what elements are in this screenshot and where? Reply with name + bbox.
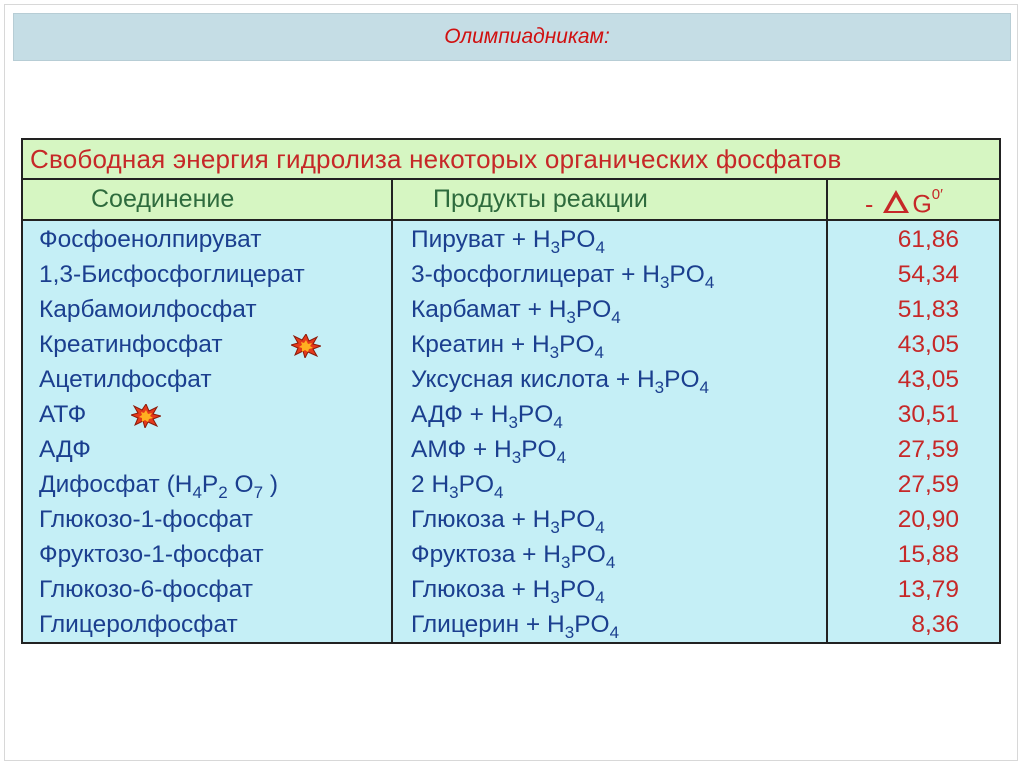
compound-cell: Фруктозо-1-фосфат [39, 541, 264, 568]
table-body [23, 223, 999, 643]
title-bar [13, 13, 1011, 61]
hydrolysis-energy-table [21, 138, 1001, 644]
products-cell: Глицерин + $H_3PO_4$ [411, 611, 620, 642]
table-caption: Свободная энергия гидролиза некоторых органических фосфатов [23, 140, 999, 180]
table-row [23, 398, 999, 433]
delta-g-value-cell: 43,05 [897, 366, 959, 393]
header-compound: Соединение [91, 185, 235, 213]
compound-cell: Фосфоенолпируват [39, 226, 262, 253]
products-cell: Глюкоза + $H_3PO_4$ [411, 576, 605, 607]
delta-g-value-cell: 15,88 [897, 541, 959, 568]
table-row [23, 503, 999, 538]
products-cell: Пируват + $H_3PO_4$ [411, 226, 605, 257]
products-cell: Глюкоза + $H_3PO_4$ [411, 506, 605, 537]
delta-g-value-cell: 20,90 [897, 506, 959, 533]
compound-cell: 1,3-Бисфосфоглицерат [39, 261, 305, 288]
starburst-icon [291, 334, 321, 358]
header-products: Продукты реакции [433, 185, 648, 213]
delta-g-value-cell: 27,59 [897, 436, 959, 463]
delta-g-sup: 0′ [931, 186, 943, 203]
delta-g-value-cell: 8,36 [911, 611, 959, 638]
delta-g-value-cell: 13,79 [897, 576, 959, 603]
table-row [23, 468, 999, 503]
table-row [23, 608, 999, 643]
products-cell: Карбамат + $H_3PO_4$ [411, 296, 621, 327]
table-row [23, 538, 999, 573]
table-row [23, 293, 999, 328]
delta-g-value-cell: 51,83 [897, 296, 959, 323]
delta-g-value-cell: 43,05 [897, 331, 959, 358]
compound-cell: Глюкозо-1-фосфат [39, 506, 253, 533]
compound-cell: Глюкозо-6-фосфат [39, 576, 253, 603]
products-cell: Фруктоза + $H_3PO_4$ [411, 541, 616, 572]
table-header-row [23, 180, 999, 221]
products-cell: 2 $H_3PO_4$ [411, 471, 504, 502]
table-row [23, 363, 999, 398]
products-cell: Креатин + $H_3PO_4$ [411, 331, 605, 362]
table-row [23, 223, 999, 258]
table-row [23, 573, 999, 608]
products-cell: Уксусная кислота + $H_3PO_4$ [411, 366, 710, 397]
table-row [23, 328, 999, 363]
delta-g-prefix: - [865, 190, 874, 219]
compound-cell: Глицеролфосфат [39, 611, 238, 638]
products-cell: АМФ + $H_3PO_4$ [411, 436, 567, 467]
slide-title: Олимпиадникам: [444, 25, 610, 48]
delta-g-value-cell: 30,51 [897, 401, 959, 428]
products-cell: 3-фосфоглицерат + $H_3PO_4$ [411, 261, 715, 292]
table-row [23, 258, 999, 293]
delta-g-value-cell: 27,59 [897, 471, 959, 498]
compound-cell: Карбамоилфосфат [39, 296, 257, 323]
header-delta-g [865, 180, 943, 219]
compound-cell: Ацетилфосфат [39, 366, 212, 393]
products-cell: АДФ + $H_3PO_4$ [411, 401, 563, 432]
delta-triangle-icon [883, 190, 909, 213]
delta-g-value-cell: 61,86 [897, 226, 959, 253]
compound-cell: Дифосфат ($H_4P_2$ $O_7$ ) [39, 471, 279, 502]
delta-g-value-cell: 54,34 [897, 261, 959, 288]
starburst-icon [131, 404, 161, 428]
compound-cell: Креатинфосфат [39, 331, 223, 358]
compound-cell: АДФ [39, 436, 91, 463]
delta-g-symbol: G [912, 190, 932, 219]
table-row [23, 433, 999, 468]
compound-cell: АТФ [39, 401, 87, 428]
